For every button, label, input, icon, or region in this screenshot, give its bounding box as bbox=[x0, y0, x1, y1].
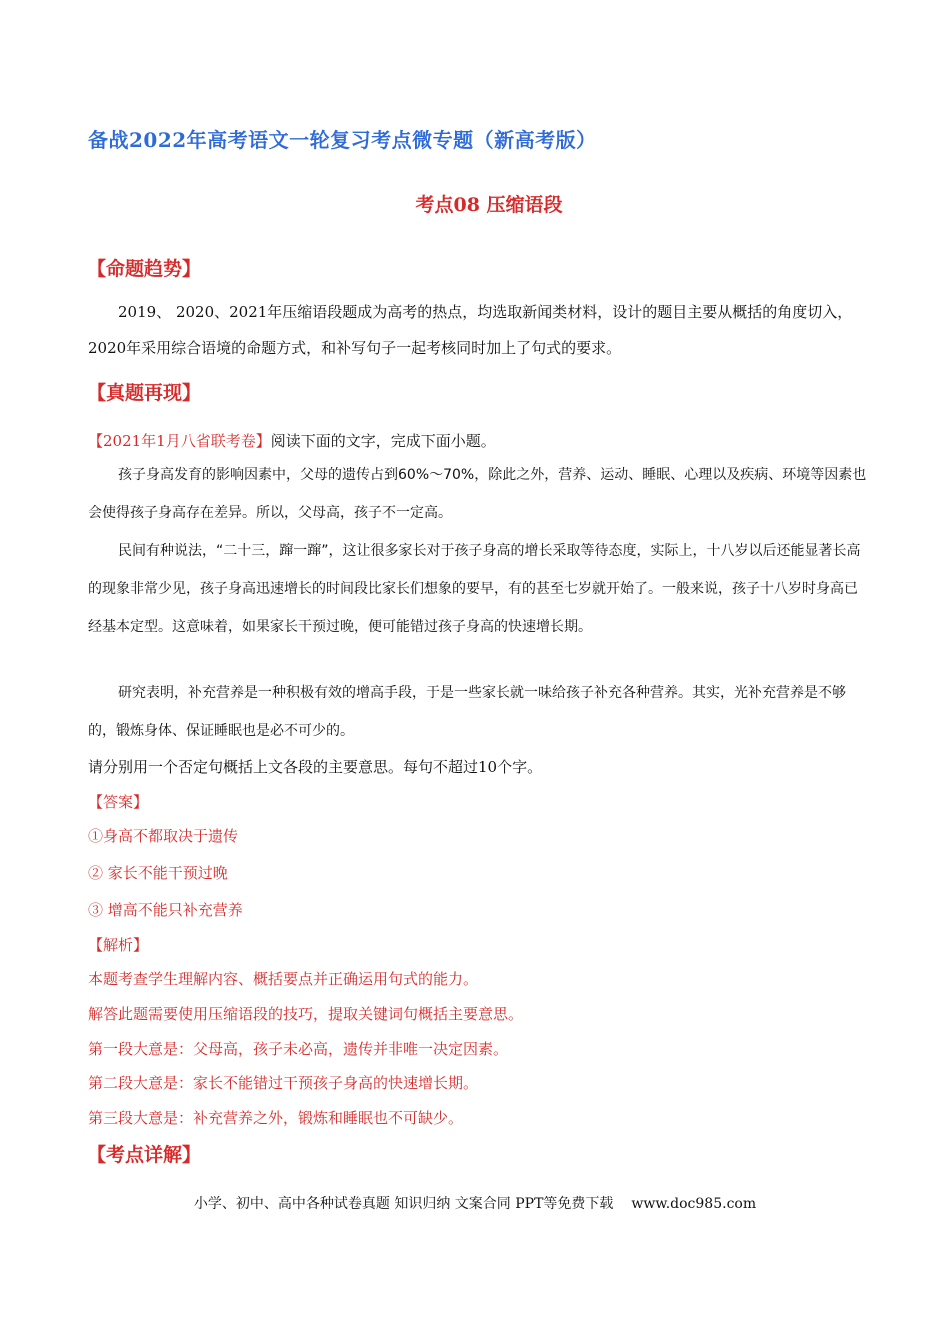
analysis-line-1: 本题考查学生理解内容、概括要点并正确运用句式的能力。 bbox=[88, 970, 479, 988]
passage-paragraph-2: 民间有种说法，“二十三，蹿一蹿”，这让很多家长对于孩子身高的增长采取等待态度，实际上，十八岁以后还能显著长高的现象非常少见，孩子身高迅速增长的时间段比家长们想象的要早，有的甚至七岁就开始了。一般来说，孩子十八岁时身高已经基本定型。这意味着，如果家长干预过晚，便可能错过孩子身高的快速增长期。 bbox=[88, 543, 861, 635]
topic-title bbox=[0, 190, 950, 217]
analysis-heading: 【解析】 bbox=[88, 936, 149, 954]
section-heading-trend: 【命题趋势】 bbox=[87, 258, 202, 280]
page-footer bbox=[0, 1193, 950, 1213]
exam-instruction: 阅读下面的文字，完成下面小题。 bbox=[270, 432, 496, 450]
analysis-line-2: 解答此题需要使用压缩语段的技巧，提取关键词句概括主要意思。 bbox=[88, 1005, 524, 1023]
footer-site-link[interactable]: www.doc985.com bbox=[631, 1196, 757, 1212]
trend-paragraph: 2019、 2020、2021年压缩语段题成为高考的热点，均选取新闻类材料，设计的题目主要从概括的角度切入，2020年采用综合语境的命题方式，和补写句子一起考核同时加上了句式的要求。 bbox=[88, 303, 853, 357]
passage-paragraph-1: 孩子身高发育的影响因素中，父母的遗传占到60%～70%，除此之外，营养、运动、睡眠、心理以及疾病、环境等因素也会使得孩子身高存在差异。所以，父母高，孩子不一定高。 bbox=[88, 467, 867, 521]
analysis-line-5: 第三段大意是：补充营养之外，锻炼和睡眠也不可缺少。 bbox=[88, 1109, 464, 1127]
answer-item-1: ①身高不都取决于遗传 bbox=[88, 827, 239, 845]
section-heading-details: 【考点详解】 bbox=[87, 1144, 202, 1166]
answer-item-3: ③ 增高不能只补充营养 bbox=[88, 901, 243, 919]
footer-text: 小学、初中、高中各种试卷真题 知识归纳 文案合同 PPT等免费下载 bbox=[193, 1196, 614, 1212]
section-heading-exam: 【真题再现】 bbox=[87, 382, 202, 404]
series-title: 备战2022年高考语文一轮复习考点微专题（新高考版） bbox=[88, 128, 597, 152]
analysis-line-4: 第二段大意是：家长不能错过干预孩子身高的快速增长期。 bbox=[88, 1074, 479, 1092]
topic-title-text: 考点08 压缩语段 bbox=[415, 194, 563, 216]
answer-heading: 【答案】 bbox=[88, 793, 149, 811]
exam-source-tag: 【2021年1月八省联考卷】 bbox=[88, 432, 271, 450]
answer-item-2: ② 家长不能干预过晚 bbox=[88, 864, 228, 882]
exam-intro bbox=[88, 430, 496, 451]
analysis-line-3: 第一段大意是：父母高，孩子未必高，遗传并非唯一决定因素。 bbox=[88, 1040, 509, 1058]
passage-paragraph-3: 研究表明，补充营养是一种积极有效的增高手段，于是一些家长就一味给孩子补充各种营养。其实，光补充营养是不够的，锻炼身体、保证睡眠也是必不可少的。 bbox=[88, 685, 846, 739]
exam-question: 请分别用一个否定句概括上文各段的主要意思。每句不超过10个字。 bbox=[88, 758, 543, 776]
